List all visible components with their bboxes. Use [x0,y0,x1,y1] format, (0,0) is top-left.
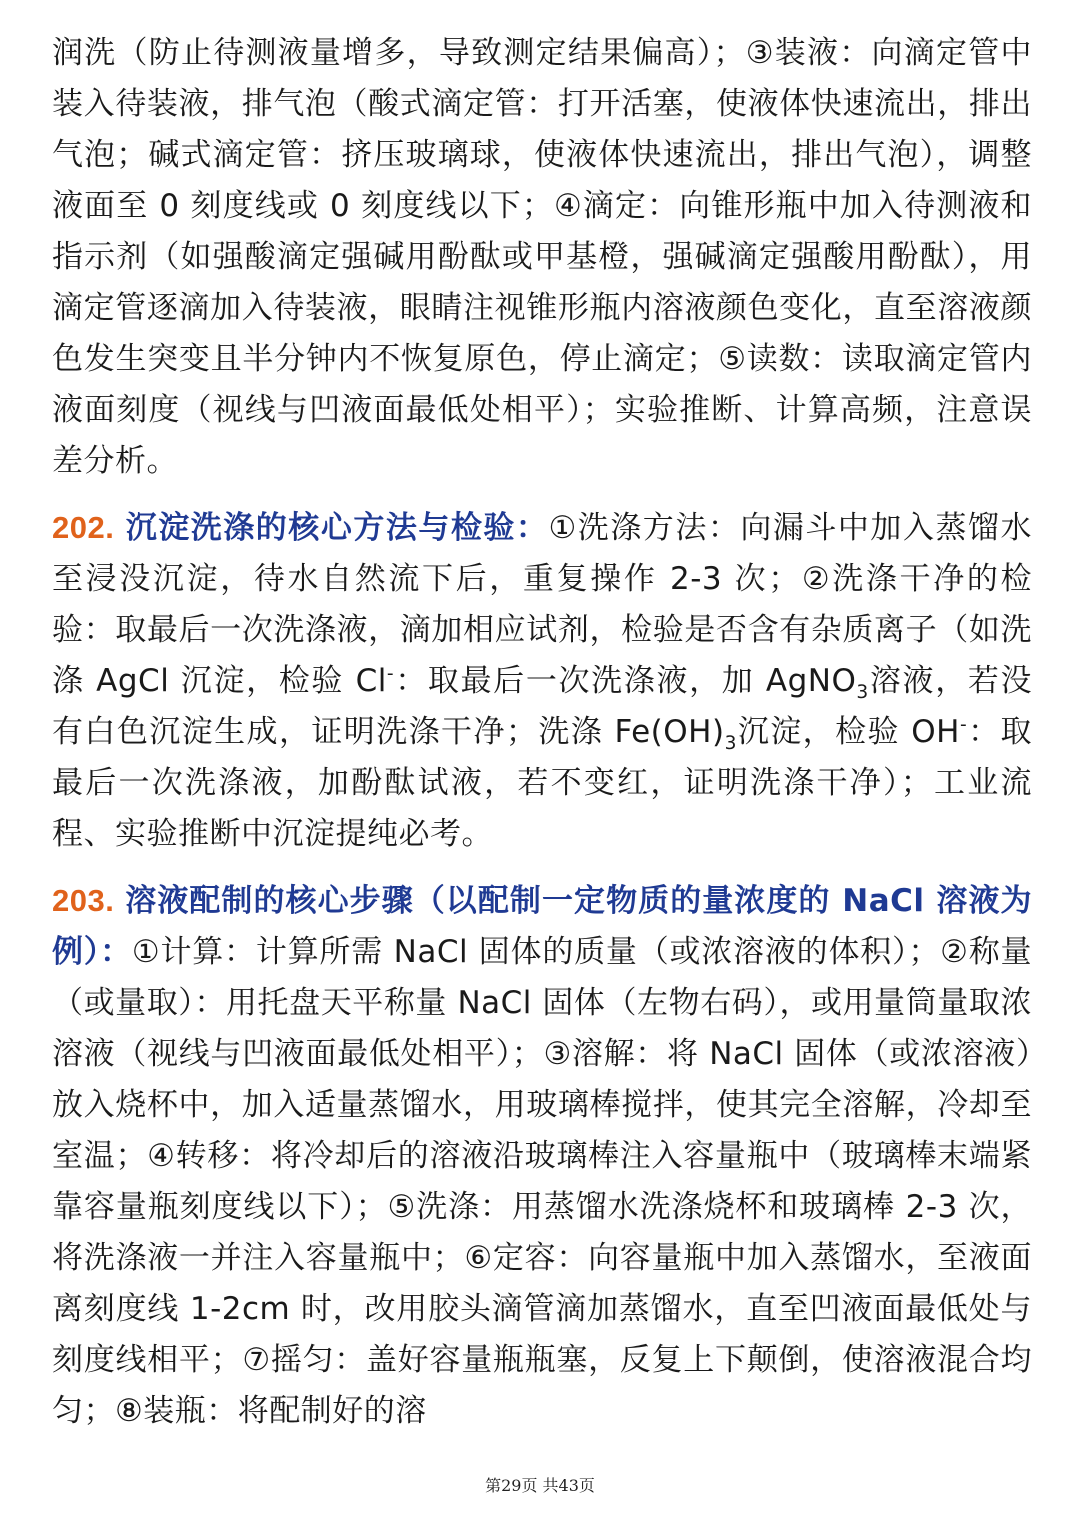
item-202-text-part2: ：取最后一次洗涤液，加 AgNO [394,663,857,699]
item-202-text-part3: 溶液，若没有白色沉淀生成，证明洗涤干净；洗涤 Fe(OH) [52,663,1033,750]
chloride-charge: - [386,663,395,685]
item-203-heading: 溶液配制的核心步骤（以配制一定物质的量浓度的 NaCl 溶液为例）： [52,883,1033,970]
hydroxide-charge: - [959,714,968,736]
item-203-number: 203. [52,883,115,918]
nitrate-subscript: 3 [856,682,869,704]
item-202-number: 202. [52,510,115,545]
item-203 [52,875,1032,1437]
document-body [52,28,1032,1437]
item-202-text-part4: 沉淀，检验 OH [736,714,960,750]
item-203-text: ①计算：计算所需 NaCl 固体的质量（或浓溶液的体积）；②称量（或量取）：用托盘天平称量 NaCl 固体（左物右码），或用量筒量取浓溶液（视线与凹液面最低处相平）；③溶解：将 NaCl 固体（或浓溶液）放入烧杯中，加入适量蒸馏水，用玻璃棒搅拌，使其完全溶解，冷却至室温；④转移：将冷却后的溶液沿玻璃棒注入容量瓶中（玻璃棒末端紧靠容量瓶刻度线以下）；⑤洗涤：用蒸馏水洗涤烧杯和玻璃棒 2-3 次，将洗涤液一并注入容量瓶中；⑥定容：向容量瓶中加入蒸馏水，至液面离刻度线 1-2cm 时，改用胶头滴管滴加蒸馏水，直至凹液面最低处与刻度线相平；⑦摇匀：盖好容量瓶瓶塞，反复上下颠倒，使溶液混合均匀；⑧装瓶：将配制好的溶 [52,934,1033,1429]
item-201-text: 润洗（防止待测液量增多，导致测定结果偏高）；③装液：向滴定管中装入待装液，排气泡（酸式滴定管：打开活塞，使液体快速流出，排出气泡；碱式滴定管：挤压玻璃球，使液体快速流出，排出气泡），调整液面至 0 刻度线或 0 刻度线以下；④滴定：向锥形瓶中加入待测液和指示剂（如强酸滴定强碱用酚酞或甲基橙，强碱滴定强酸用酚酞），用滴定管逐滴加入待装液，眼睛注视锥形瓶内溶液颜色变化，直至溶液颜色发生突变且半分钟内不恢复原色，停止滴定；⑤读数：读取滴定管内液面刻度（视线与凹液面最低处相平）；实验推断、计算高频，注意误差分析。 [52,35,1032,479]
item-202 [52,502,1032,860]
page-footer: 第29页 共43页 [485,1476,595,1495]
item-202-heading: 沉淀洗涤的核心方法与检验： [125,510,549,546]
item-201-continuation [52,28,1032,487]
hydroxide-subscript: 3 [724,733,737,755]
item-202-text-part5: ：取最后一次洗涤液，加酚酞试液，若不变红，证明洗涤干净）；工业流程、实验推断中沉淀提纯必考。 [52,714,1032,852]
item-202-text-part1: ①洗涤方法：向漏斗中加入蒸馏水至浸没沉淀，待水自然流下后，重复操作 2-3 次；②洗涤干净的检验：取最后一次洗涤液，滴加相应试剂，检验是否含有杂质离子（如洗涤 AgCl 沉淀，检验 Cl [52,510,1032,699]
